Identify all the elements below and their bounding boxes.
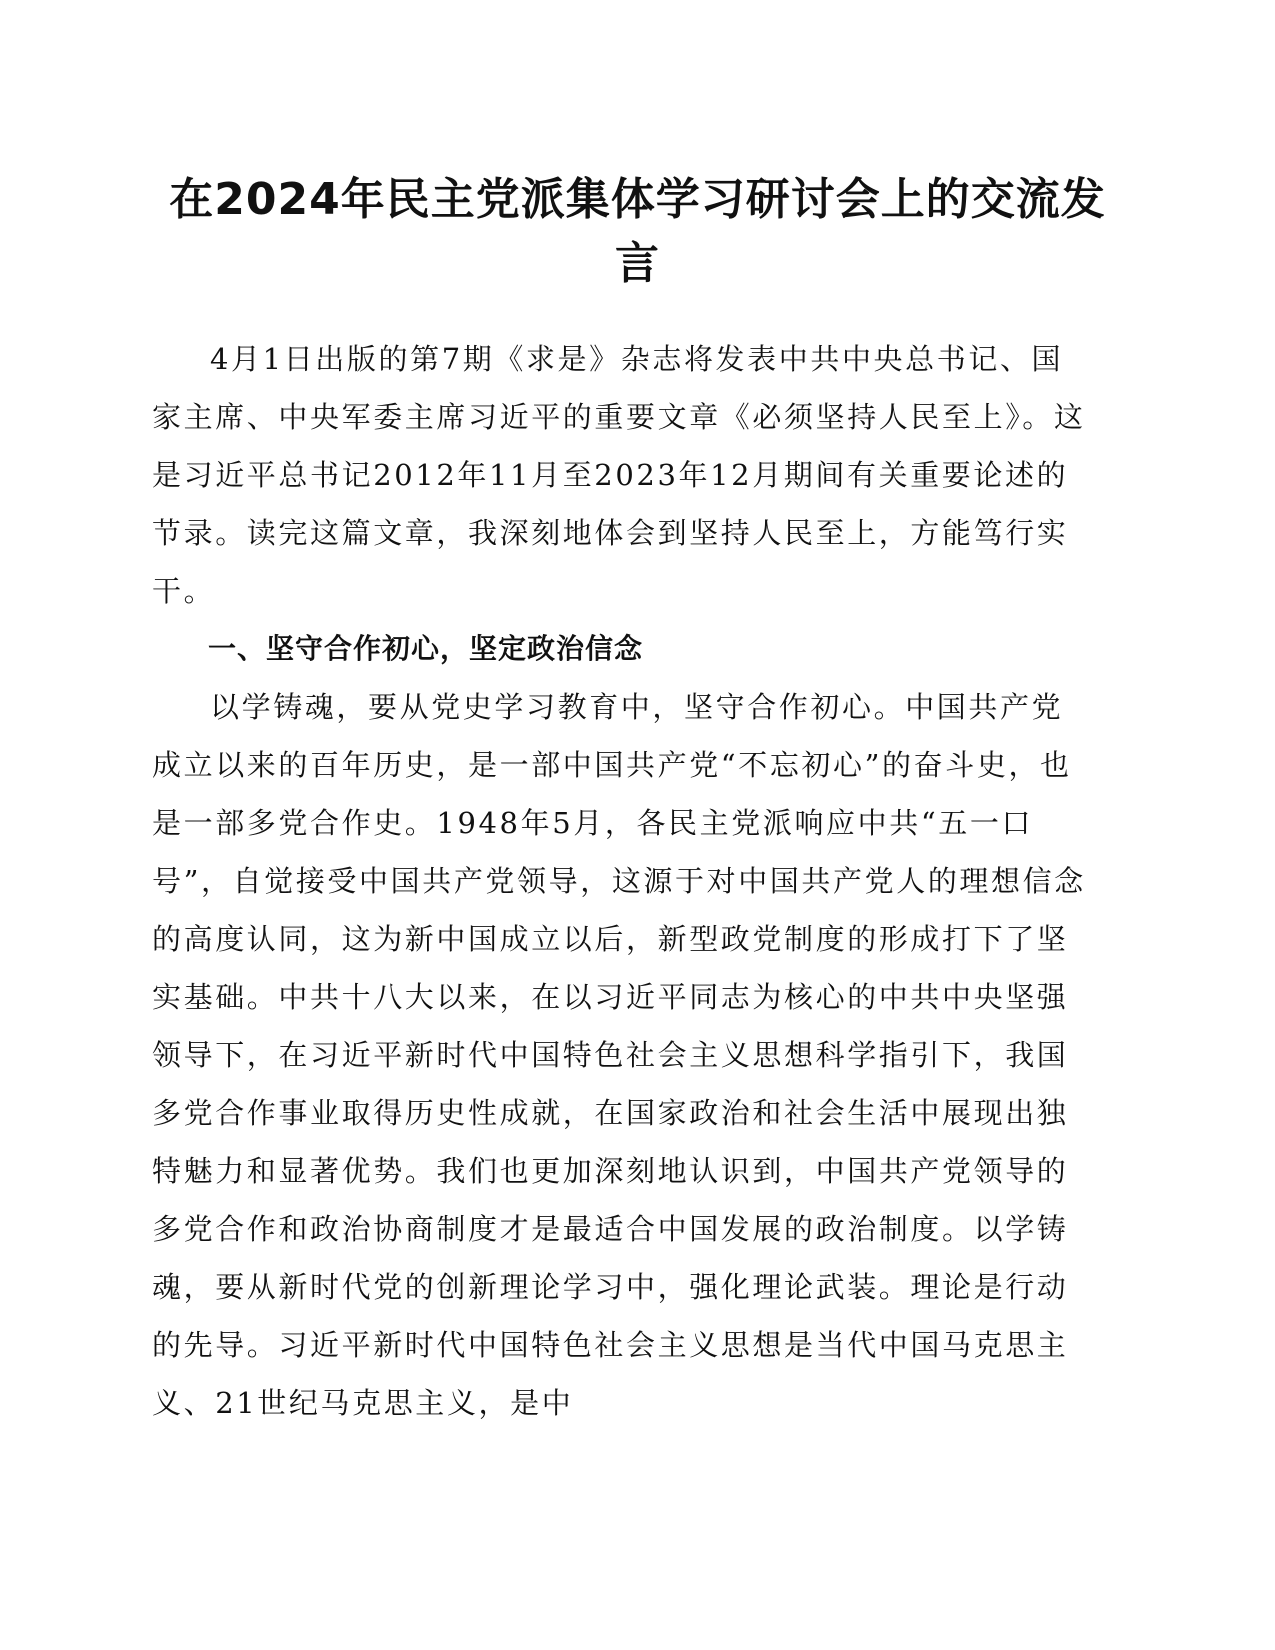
document-title: 在2024年民主党派集体学习研讨会上的交流发言 — [169, 174, 1106, 289]
section-1-paragraph: 以学铸魂，要从党史学习教育中，坚守合作初心。中国共产党成立以来的百年历史，是一部中国共产党“不忘初心”的奋斗史，也是一部多党合作史。1948年5月，各民主党派响应中共“五一口号”，自觉接受中国共产党领导，这源于对中国共产党人的理想信念的高度认同，这为新中国成立以后，新型政党制度的形成打下了坚实基础。中共十八大以来，在以习近平同志为核心的中共中央坚强领导下，在习近平新时代中国特色社会主义思想科学指引下，我国多党合作事业取得历史性成就，在国家政治和社会生活中展现出独特魅力和显著优势。我们也更加深刻地认识到，中国共产党领导的多党合作和政治协商制度才是最适合中国发展的政治制度。以学铸魂，要从新时代党的创新理论学习中，强化理论武装。理论是行动的先导。习近平新时代中国特色社会主义思想是当代中国马克思主义、21世纪马克思主义，是中 — [152, 690, 1086, 1420]
section-heading-1: 一、坚守合作初心，坚定政治信念 — [208, 632, 644, 665]
intro-paragraph: 4月1日出版的第7期《求是》杂志将发表中共中央总书记、国家主席、中央军委主席习近平的重要文章《必须坚持人民至上》。这是习近平总书记2012年11月至2023年12月期间有关重要论述的节录。读完这篇文章，我深刻地体会到坚持人民至上，方能笃行实干。 — [152, 342, 1086, 608]
document-body — [152, 330, 1092, 1432]
